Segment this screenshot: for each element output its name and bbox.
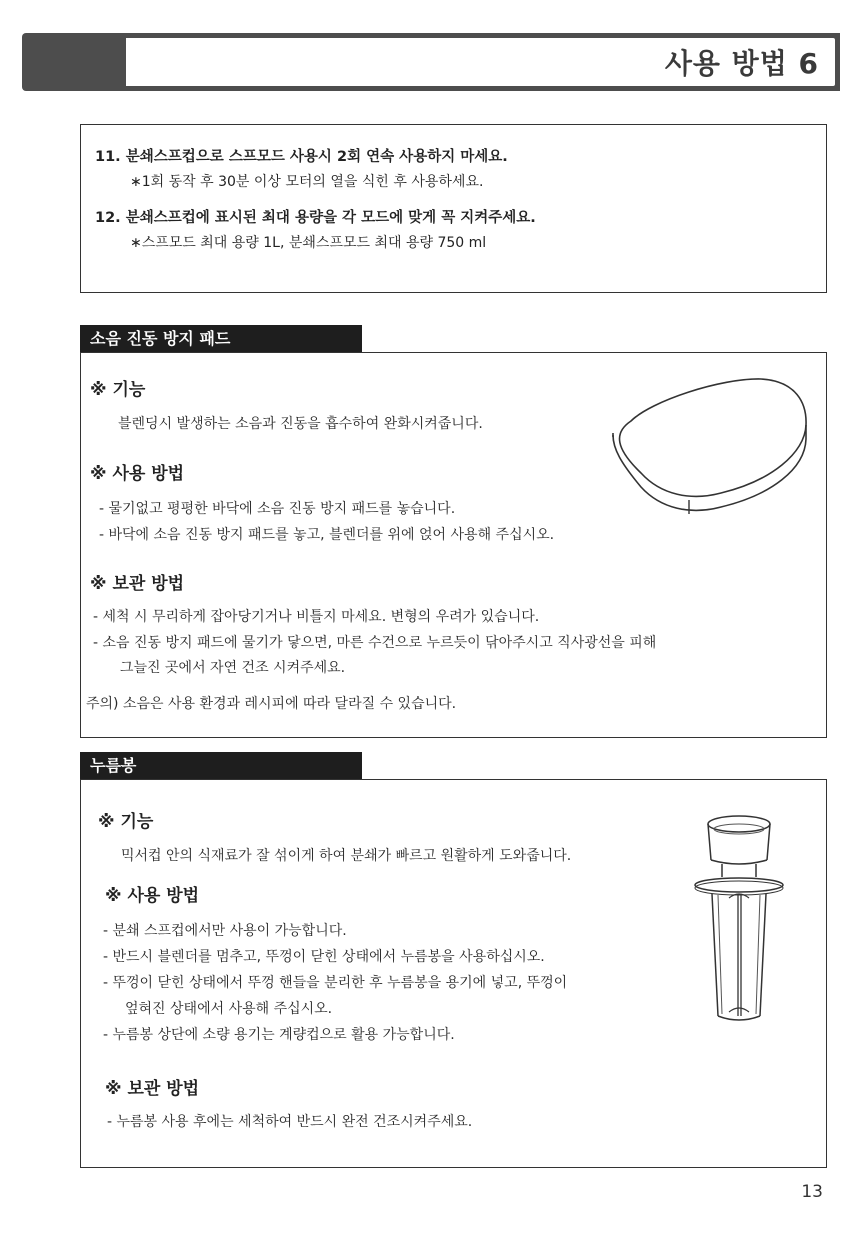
page-number: 13 [801, 1182, 823, 1202]
function-heading: ※ 기능 [98, 812, 154, 832]
note-title: 11. 분쇄스프컵으로 스프모드 사용시 2회 연속 사용하지 마세요. [95, 149, 508, 165]
function-heading: ※ 기능 [90, 380, 146, 400]
pad-section-box [80, 352, 827, 738]
usage-item: - 분쇄 스프컵에서만 사용이 가능합니다. [103, 923, 347, 939]
tamper-illustration [689, 802, 789, 1032]
function-text: 블렌딩시 발생하는 소음과 진동을 흡수하여 완화시켜줍니다. [118, 416, 483, 432]
usage-item: - 물기없고 평평한 바닥에 소음 진동 방지 패드를 놓습니다. [99, 501, 456, 517]
usage-item: - 반드시 블렌더를 멈추고, 뚜껑이 닫힌 상태에서 누름봉을 사용하십시오. [103, 949, 545, 965]
pad-illustration [601, 373, 811, 523]
usage-item: - 뚜껑이 닫힌 상태에서 뚜껑 핸들을 분리한 후 누름봉을 용기에 넣고, 뚜껑이 [103, 975, 568, 991]
page-title: 사용 방법 6 [664, 47, 819, 80]
header-bar [22, 33, 840, 91]
section-tab-tamper: 누름봉 [80, 752, 362, 779]
note-subtext: ∗스프모드 최대 용량 1L, 분쇄스프모드 최대 용량 750 ml [130, 235, 487, 251]
note-title: 12. 분쇄스프컵에 표시된 최대 용량을 각 모드에 맞게 꼭 지켜주세요. [95, 210, 536, 226]
section-tab-pad: 소음 진동 방지 패드 [80, 325, 362, 352]
usage-heading: ※ 사용 방법 [90, 464, 185, 484]
note-subtext: ∗1회 동작 후 30분 이상 모터의 열을 식힌 후 사용하세요. [130, 174, 484, 190]
storage-item: 그늘진 곳에서 자연 건조 시켜주세요. [120, 660, 346, 676]
storage-heading: ※ 보관 방법 [105, 1079, 200, 1099]
function-text: 믹서컵 안의 식재료가 잘 섞이게 하여 분쇄가 빠르고 원활하게 도와줍니다. [121, 848, 572, 864]
caution-text: 주의) 소음은 사용 환경과 레시피에 따라 달라질 수 있습니다. [86, 696, 457, 712]
usage-heading: ※ 사용 방법 [105, 886, 200, 906]
caution-notes-box [80, 124, 827, 293]
usage-item: - 바닥에 소음 진동 방지 패드를 놓고, 블렌더를 위에 얹어 사용해 주십시오. [99, 527, 555, 543]
note-item [95, 147, 812, 192]
storage-item: - 세척 시 무리하게 잡아당기거나 비틀지 마세요. 변형의 우려가 있습니다. [93, 609, 540, 625]
storage-heading: ※ 보관 방법 [90, 574, 185, 594]
header-title-box [126, 38, 835, 86]
tamper-section-box [80, 779, 827, 1168]
storage-item: - 누름봉 사용 후에는 세척하여 반드시 완전 건조시켜주세요. [107, 1114, 473, 1130]
usage-item: - 누름봉 상단에 소량 용기는 계량컵으로 활용 가능합니다. [103, 1027, 455, 1043]
usage-item: 엎혀진 상태에서 사용해 주십시오. [125, 1001, 333, 1017]
note-item [95, 208, 812, 253]
storage-item: - 소음 진동 방지 패드에 물기가 닿으면, 마른 수건으로 누르듯이 닦아주시고 직사광선을 피해 [93, 635, 657, 651]
